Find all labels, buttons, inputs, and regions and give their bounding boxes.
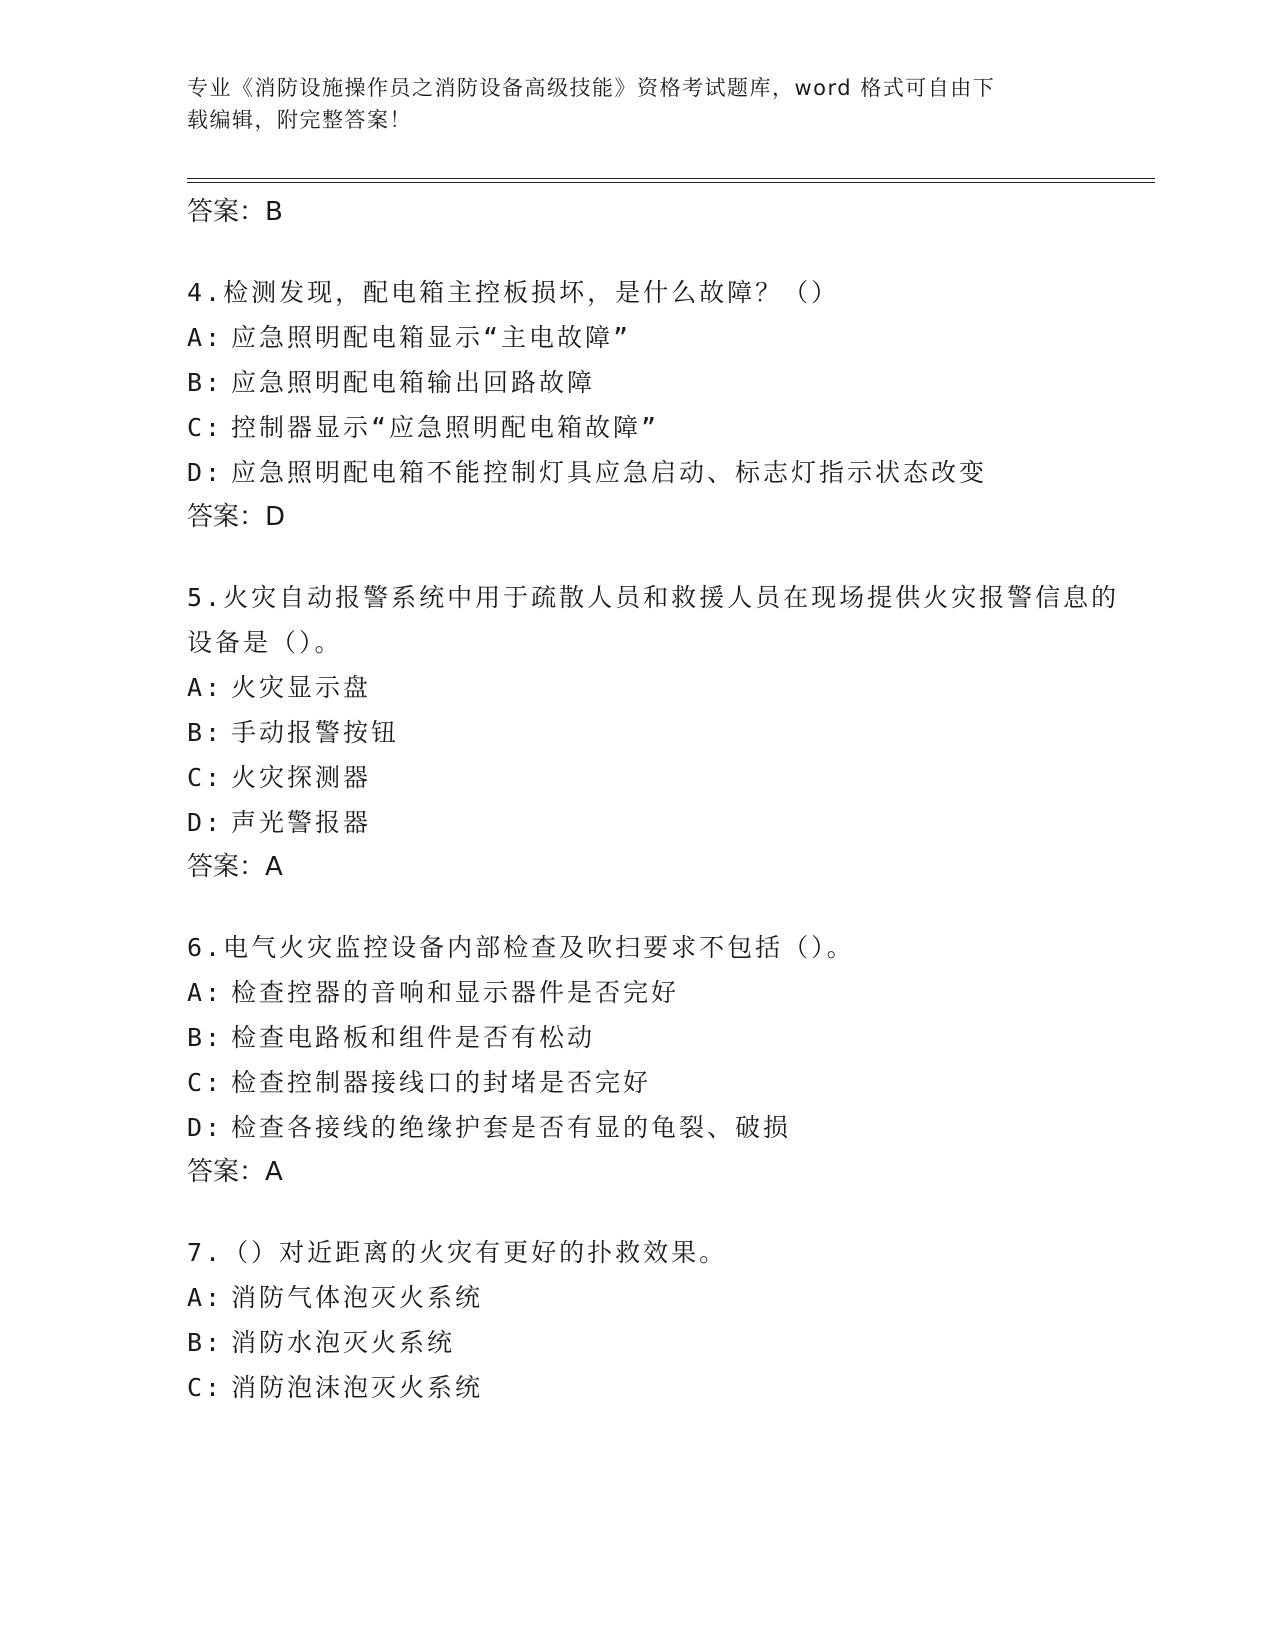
answer	[187, 495, 1127, 539]
option-letter: C:	[187, 1373, 224, 1402]
option-a	[187, 315, 1127, 360]
option-text: 声光警报器	[231, 808, 372, 837]
option-text: 消防气体泡灭火系统	[231, 1283, 484, 1312]
option-letter: A:	[187, 323, 224, 352]
option-letter: B:	[187, 1023, 224, 1052]
answer-prev	[187, 190, 1127, 234]
option-text: 检查各接线的绝缘护套是否有显的龟裂、破损	[231, 1113, 792, 1142]
option-text: 消防水泡灭火系统	[231, 1328, 456, 1357]
option-a	[187, 665, 1127, 710]
option-letter: C:	[187, 1068, 224, 1097]
option-letter: A:	[187, 1283, 224, 1312]
answer	[187, 1150, 1127, 1194]
option-d	[187, 450, 1127, 495]
question-text: 5.火灾自动报警系统中用于疏散人员和救援人员在现场提供火灾报警信息的设备是（）。	[187, 583, 1120, 657]
option-text: 应急照明配电箱不能控制灯具应急启动、标志灯指示状态改变	[231, 458, 988, 487]
option-c	[187, 755, 1127, 800]
question-text: 7.（）对近距离的火灾有更好的扑救效果。	[187, 1238, 728, 1267]
option-text: 控制器显示“应急照明配电箱故障”	[231, 413, 660, 442]
question-4	[187, 270, 1127, 539]
answer-label: 答案：	[187, 502, 266, 532]
option-b	[187, 1015, 1127, 1060]
option-text: 火灾显示盘	[231, 673, 372, 702]
option-letter: D:	[187, 1113, 224, 1142]
option-a	[187, 1275, 1127, 1320]
option-text: 应急照明配电箱显示“主电故障”	[231, 323, 632, 352]
option-b	[187, 710, 1127, 755]
answer-value: A	[265, 852, 283, 882]
option-c	[187, 1365, 1127, 1410]
header-divider-bottom	[187, 182, 1155, 183]
option-letter: B:	[187, 368, 224, 397]
option-text: 火灾探测器	[231, 763, 372, 792]
question-text: 6.电气火灾监控设备内部检查及吹扫要求不包括（）。	[187, 933, 855, 962]
answer-value: B	[265, 197, 283, 227]
answer-label: 答案：	[187, 1157, 266, 1187]
answer-value: D	[265, 502, 286, 532]
option-letter: D:	[187, 808, 224, 837]
option-d	[187, 1105, 1127, 1150]
header-line-2: 载编辑，附完整答案！	[187, 108, 412, 132]
document-header	[187, 72, 1067, 136]
header-divider-top	[187, 178, 1155, 179]
option-letter: B:	[187, 1328, 224, 1357]
option-text: 检查电路板和组件是否有松动	[231, 1023, 596, 1052]
answer-value: A	[265, 1157, 283, 1187]
option-b	[187, 360, 1127, 405]
header-line-1: 专业《消防设施操作员之消防设备高级技能》资格考试题库，word 格式可自由下	[187, 76, 996, 100]
option-d	[187, 800, 1127, 845]
option-letter: A:	[187, 673, 224, 702]
option-text: 检查控器的音响和显示器件是否完好	[231, 978, 680, 1007]
option-text: 手动报警按钮	[231, 718, 400, 747]
option-letter: D:	[187, 458, 224, 487]
question-6	[187, 925, 1127, 1194]
answer	[187, 845, 1127, 889]
question-7	[187, 1230, 1127, 1410]
option-letter: C:	[187, 763, 224, 792]
option-c	[187, 405, 1127, 450]
option-text: 检查控制器接线口的封堵是否完好	[231, 1068, 652, 1097]
option-a	[187, 970, 1127, 1015]
option-letter: A:	[187, 978, 224, 1007]
question-5	[187, 575, 1127, 889]
answer-label: 答案：	[187, 852, 266, 882]
question-text: 4.检测发现，配电箱主控板损坏，是什么故障？（）	[187, 278, 840, 307]
option-text: 应急照明配电箱输出回路故障	[231, 368, 596, 397]
option-letter: B:	[187, 718, 224, 747]
option-text: 消防泡沫泡灭火系统	[231, 1373, 484, 1402]
question-list	[187, 190, 1127, 1410]
option-c	[187, 1060, 1127, 1105]
option-letter: C:	[187, 413, 224, 442]
option-b	[187, 1320, 1127, 1365]
answer-label: 答案：	[187, 197, 266, 227]
